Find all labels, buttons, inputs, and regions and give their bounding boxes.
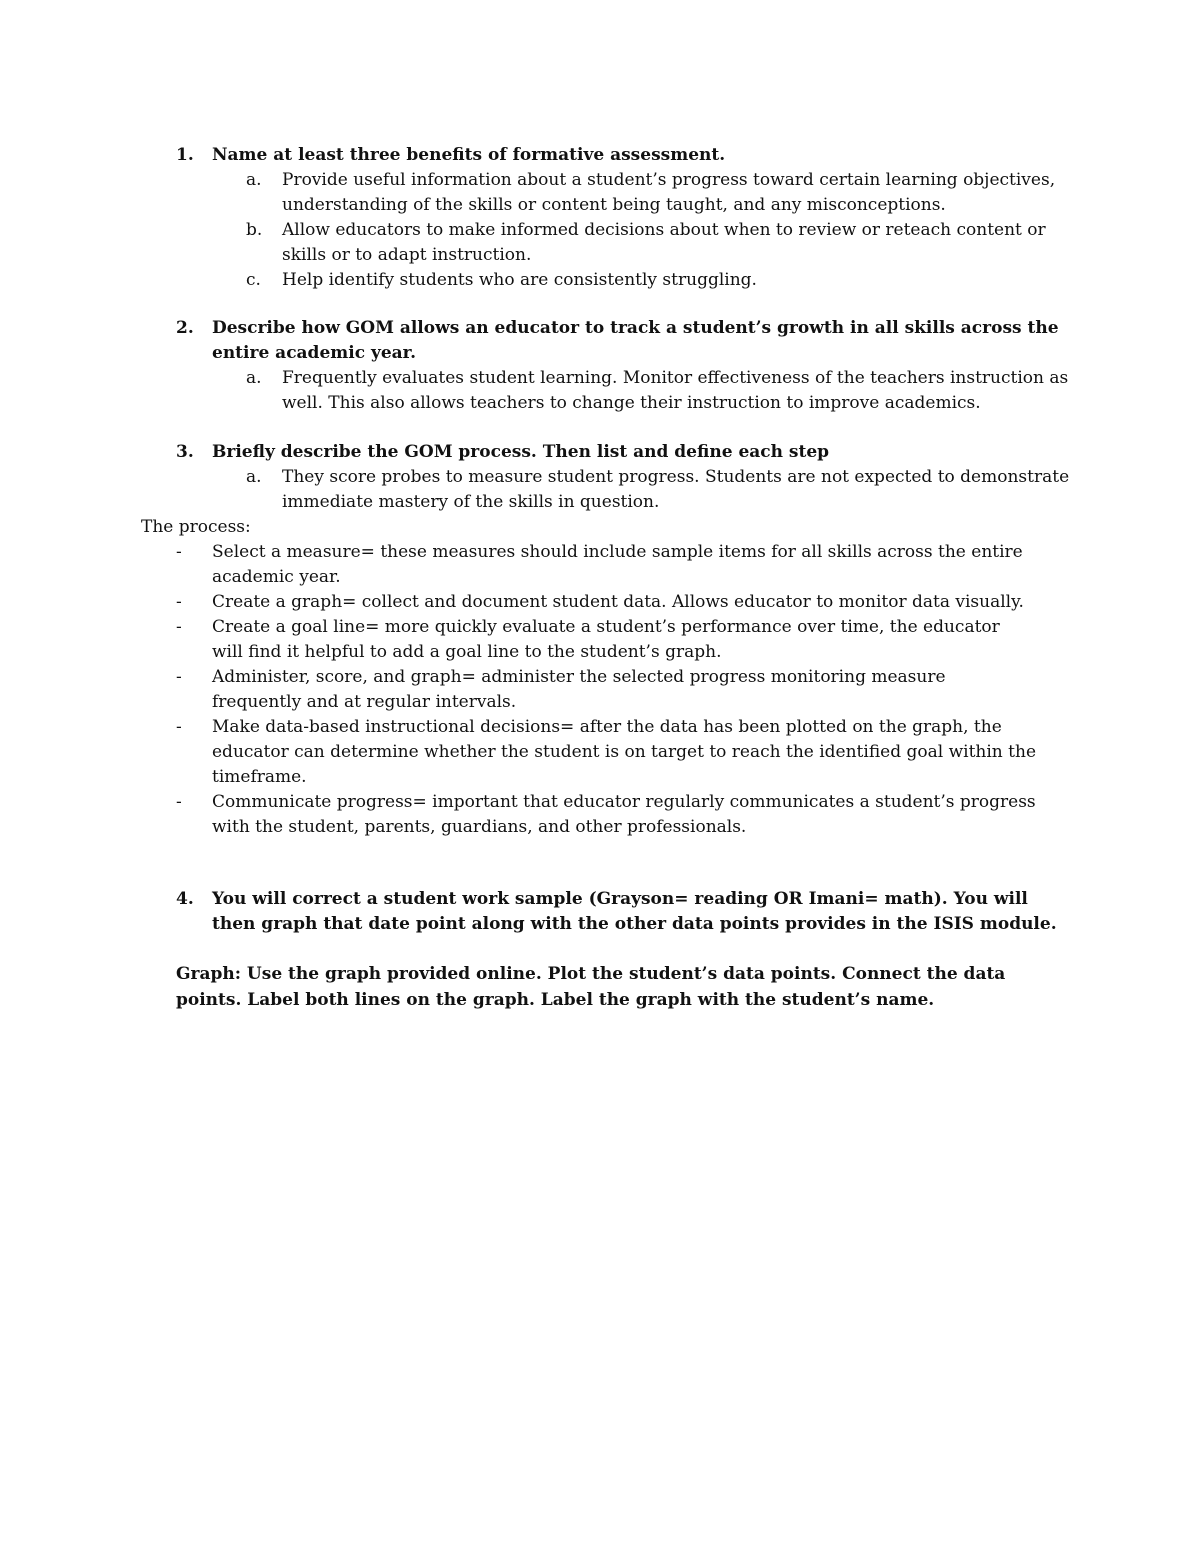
process-step	[176, 540, 1036, 590]
answer-letter: c.	[246, 270, 261, 290]
process-step	[176, 590, 1036, 615]
process-step	[176, 715, 1037, 790]
question-number: 2.	[176, 318, 194, 338]
question-text: You will correct a student work sample (Grayson= reading OR Imani= math). You will then graph that date point along with the other data points provides in the ISIS module.	[212, 889, 1057, 934]
answer-text: Frequently evaluates student learning. Monitor effectiveness of the teachers instruction as well. This also allows teachers to change their instruction to improve academics.	[282, 368, 1069, 413]
answer-text: Help identify students who are consistently struggling.	[282, 270, 757, 290]
question-text: Describe how GOM allows an educator to track a student’s growth in all skills across the entire academic year.	[212, 318, 1059, 363]
graph-instructions: Graph: Use the graph provided online. Plot the student’s data points. Connect the data points. Label both lines on the graph. Label the graph with the student’s name.	[176, 964, 1006, 1010]
answer-letter: a.	[246, 467, 262, 487]
question-3	[176, 440, 1076, 515]
answer-item	[246, 218, 1072, 268]
answer-item	[246, 465, 1072, 515]
bullet-dash: -	[176, 717, 182, 737]
question-number: 1.	[176, 145, 194, 165]
bullet-dash: -	[176, 592, 182, 612]
process-step	[176, 665, 1036, 715]
bullet-dash: -	[176, 667, 182, 687]
step-text: Make data-based instructional decisions= after the data has been plotted on the graph, the educator can determine whether the student is on target to reach the identified goal within the timeframe.	[212, 717, 1037, 787]
question-number: 4.	[176, 889, 194, 909]
bullet-dash: -	[176, 542, 182, 562]
step-text: Communicate progress= important that educator regularly communicates a student’s progress with the student, parents, guardians, and other professionals.	[212, 792, 1036, 837]
answer-item	[246, 168, 1072, 218]
process-step	[176, 615, 1036, 665]
answer-text: Provide useful information about a student’s progress toward certain learning objectives, understanding of the skills or content being taught, and any misconceptions.	[282, 170, 1056, 215]
process-steps-list	[176, 540, 1036, 840]
step-text: Create a graph= collect and document student data. Allows educator to monitor data visually.	[212, 592, 1024, 612]
process-label: The process:	[141, 517, 251, 537]
bullet-dash: -	[176, 617, 182, 637]
step-text: Select a measure= these measures should include sample items for all skills across the entire academic year.	[212, 542, 1023, 587]
question-text: Name at least three benefits of formative assessment.	[212, 145, 726, 165]
question-number: 3.	[176, 442, 194, 462]
process-step	[176, 790, 1036, 840]
answer-letter: a.	[246, 170, 262, 190]
step-text: Administer, score, and graph= administer the selected progress monitoring measure frequently and at regular intervals.	[212, 667, 946, 712]
question-text: Briefly describe the GOM process. Then list and define each step	[212, 442, 830, 462]
question-1	[176, 143, 1076, 293]
question-2	[176, 316, 1076, 416]
answer-text: They score probes to measure student progress. Students are not expected to demonstrate immediate mastery of the skills in question.	[282, 467, 1070, 512]
question-4	[176, 887, 1076, 937]
answer-item	[246, 268, 1072, 293]
answer-item	[246, 366, 1072, 416]
answer-text: Allow educators to make informed decisions about when to review or reteach content or skills or to adapt instruction.	[282, 220, 1046, 265]
step-text: Create a goal line= more quickly evaluate a student’s performance over time, the educator will find it helpful to add a goal line to the student’s graph.	[212, 617, 1000, 662]
answer-letter: a.	[246, 368, 262, 388]
bullet-dash: -	[176, 792, 182, 812]
answer-letter: b.	[246, 220, 263, 240]
